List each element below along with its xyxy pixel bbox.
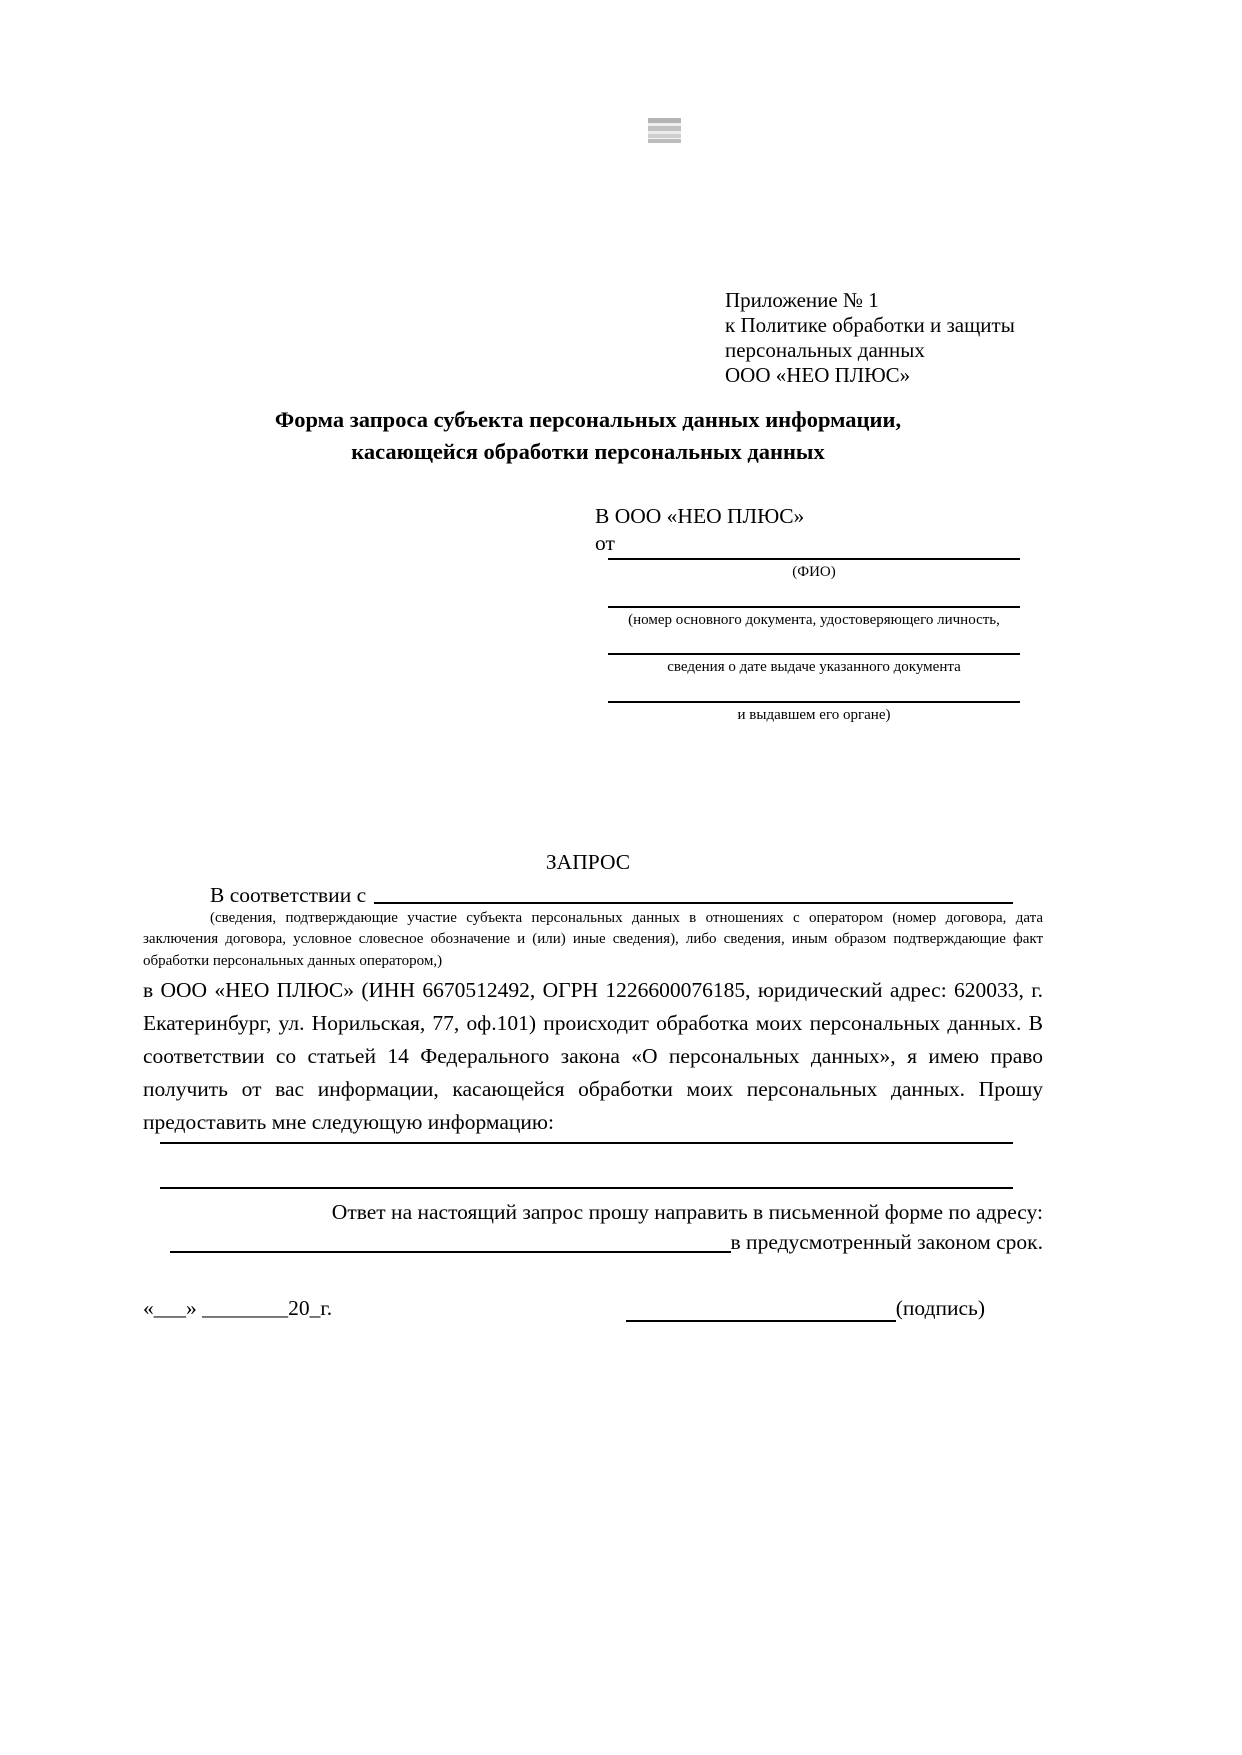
request-intro-text: В соответствии с <box>210 883 367 907</box>
fio-caption: (ФИО) <box>792 564 836 580</box>
response-address-blank-line <box>170 1251 731 1253</box>
signature-blank-line <box>626 1296 896 1322</box>
addressee-fields <box>608 545 1020 724</box>
appendix-line: ООО «НЕО ПЛЮС» <box>725 363 911 387</box>
information-blank-line-1 <box>160 1142 1013 1144</box>
document-title-line1: Форма запроса субъекта персональных данных информации, <box>274 407 902 432</box>
appendix-header <box>725 288 1015 388</box>
response-deadline-text: в предусмотренный законом срок. <box>730 1230 1043 1255</box>
request-body-block <box>143 882 1043 1257</box>
appendix-line: персональных данных <box>725 338 925 362</box>
signoff-row <box>143 1294 1043 1322</box>
addressee-from-label: от <box>595 531 615 555</box>
document-title-line2: касающейся обработки персональных данных <box>351 439 825 464</box>
appendix-line: Приложение № 1 <box>725 288 879 312</box>
request-intro-row <box>143 882 1013 908</box>
document-number-blank-line <box>608 581 1020 608</box>
date-line: «___» ________20_г. <box>143 1296 333 1320</box>
request-intro-blank-line <box>374 902 1013 904</box>
response-address-row <box>170 1227 1043 1257</box>
issuing-authority-blank-line <box>608 676 1020 703</box>
request-body-text: в ООО «НЕО ПЛЮС» (ИНН 6670512492, ОГРН 1226600076185, юридический адрес: 620033, г. Екатеринбург, ул. Норильская, 77, оф.101) происходит обработка моих персональных данных. В соответствии со статьей 14 Федерального закона «О персональных данных», я имею право получить от вас информации, касающейся обработки моих персональных данных. Прошу предоставить мне следующую информацию: <box>143 978 1043 1135</box>
issue-date-caption: сведения о дате выдаче указанного документа <box>667 659 961 675</box>
fio-blank-line <box>608 545 1020 560</box>
issuing-authority-caption: и выдавшем его органе) <box>737 707 891 723</box>
signature-caption: (подпись) <box>895 1296 985 1320</box>
request-heading: ЗАПРОС <box>545 850 631 874</box>
blurred-image-icon <box>648 118 681 143</box>
document-title <box>143 404 1033 468</box>
addressee-to: В ООО «НЕО ПЛЮС» <box>595 504 805 528</box>
document-number-caption: (номер основного документа, удостоверяющего личность, <box>628 612 1000 628</box>
issue-date-blank-line <box>608 629 1020 655</box>
appendix-line: к Политике обработки и защиты <box>725 313 1015 337</box>
response-instruction: Ответ на настоящий запрос прошу направить в письменной форме по адресу: <box>331 1200 1043 1225</box>
signature-group <box>626 1294 985 1322</box>
legal-note: (сведения, подтверждающие участие субъекта персональных данных в отношениях с оператором (номер договора, дата заключения договора, условное словесное обозначение и (или) иные сведения), либо сведения, иным образом подтверждающие факт обработки персональных данных оператором,) <box>143 910 1043 969</box>
information-blank-line-2 <box>160 1187 1013 1189</box>
